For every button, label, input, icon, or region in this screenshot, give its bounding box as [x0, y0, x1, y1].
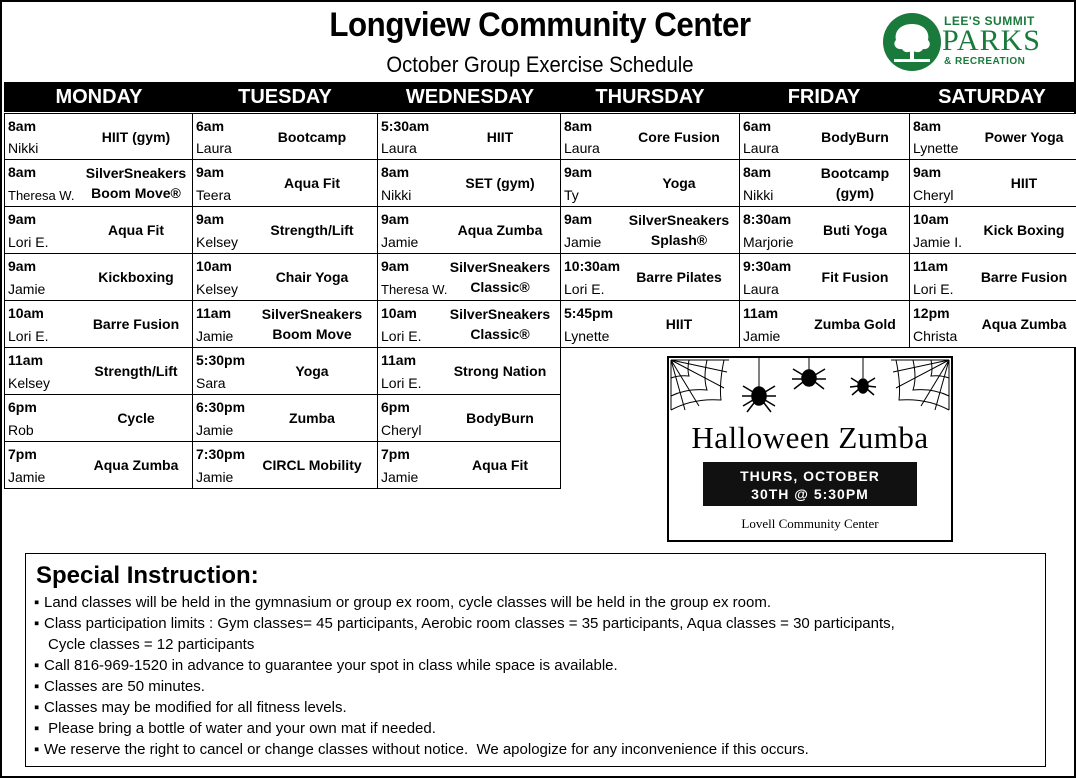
class-instructor: Cheryl	[913, 187, 954, 203]
class-name	[83, 114, 189, 159]
class-name-line: (gym)	[835, 185, 875, 201]
class-instructor: Jamie	[8, 469, 46, 485]
class-name	[251, 254, 373, 300]
day-header-wednesday: WEDNESDAY	[405, 86, 535, 108]
bullet-icon: ▪	[34, 699, 40, 716]
class-instructor: Jamie	[381, 469, 419, 485]
class-name-line: BodyBurn	[466, 410, 534, 426]
event-venue: Lovell Community Center	[741, 516, 879, 531]
class-instructor: Theresa W.	[381, 282, 448, 297]
class-time: 10am	[8, 305, 44, 321]
class-cell	[560, 206, 740, 254]
logo-line-1: LEE'S SUMMIT	[944, 14, 1035, 28]
class-cell	[4, 394, 193, 442]
bullet-icon: ▪	[34, 678, 40, 695]
class-instructor: Rob	[8, 422, 34, 438]
class-name-line: Strength/Lift	[94, 363, 178, 379]
class-name	[443, 301, 557, 347]
page-subtitle: October Group Exercise Schedule	[386, 52, 694, 77]
special-instruction-item	[34, 655, 895, 676]
class-instructor: Lori E.	[8, 234, 49, 250]
class-name-line: Bootcamp	[820, 165, 890, 181]
class-instructor: Christa	[913, 328, 958, 344]
class-cell	[739, 300, 910, 348]
class-time: 9am	[8, 211, 37, 227]
class-instructor: Lori E.	[913, 281, 954, 297]
class-name-line: Splash®	[650, 232, 708, 248]
special-instruction-text: Classes may be modified for all fitness levels.	[44, 699, 347, 716]
class-name-line: Classic®	[470, 279, 530, 295]
class-time: 10am	[196, 258, 232, 274]
class-name-line: Boom Move	[272, 326, 352, 342]
special-instructions-box	[25, 553, 1046, 767]
class-name-line: Zumba Gold	[814, 316, 896, 332]
class-cell	[377, 113, 561, 160]
class-time: 6pm	[8, 399, 37, 415]
class-time: 9am	[564, 211, 593, 227]
class-instructor: Marjorie	[743, 234, 794, 250]
class-name	[621, 301, 737, 347]
class-cell	[909, 300, 1076, 348]
halloween-zumba-flyer	[667, 356, 953, 542]
class-name	[443, 395, 557, 441]
special-instruction-text: Classes are 50 minutes.	[44, 678, 205, 695]
class-cell	[560, 253, 740, 301]
logo-line-2: PARKS	[942, 24, 1041, 57]
class-name	[443, 207, 557, 253]
spider-web-icon	[669, 358, 951, 420]
bullet-icon: ▪	[34, 594, 40, 611]
class-instructor: Jamie	[381, 234, 419, 250]
bullet-icon: ▪	[34, 615, 40, 632]
class-name-line: Strong Nation	[453, 363, 547, 379]
class-time: 9am	[196, 164, 225, 180]
special-instructions-list	[34, 592, 895, 760]
class-instructor: Kelsey	[8, 375, 51, 391]
class-instructor: Kelsey	[196, 234, 239, 250]
class-name	[973, 160, 1075, 206]
class-name-line: HIIT	[486, 128, 514, 145]
class-name	[803, 207, 907, 253]
parks-logo	[880, 10, 1050, 74]
event-title: Halloween Zumba	[691, 420, 929, 455]
class-name	[973, 114, 1075, 159]
class-time: 7pm	[8, 446, 37, 462]
class-name	[443, 114, 557, 159]
class-time: 6am	[743, 118, 772, 134]
class-name	[83, 395, 189, 441]
class-name-line: Aqua Zumba	[93, 457, 179, 473]
class-instructor: Laura	[196, 140, 232, 156]
class-name	[803, 301, 907, 347]
class-cell	[377, 159, 561, 207]
class-name-line: HIIT	[665, 316, 693, 332]
class-time: 5:45pm	[564, 305, 614, 321]
class-instructor: Laura	[564, 140, 600, 156]
class-instructor: Theresa W.	[8, 188, 75, 203]
class-instructor: Nikki	[8, 140, 39, 156]
class-name-line: Aqua Fit	[472, 457, 528, 473]
class-cell	[377, 206, 561, 254]
class-name	[803, 160, 907, 206]
class-time: 9:30am	[743, 258, 792, 274]
class-instructor: Laura	[743, 140, 779, 156]
class-cell	[909, 113, 1076, 160]
class-instructor: Jamie	[196, 469, 234, 485]
class-instructor: Jamie	[564, 234, 602, 250]
class-name-line: Zumba	[289, 410, 335, 426]
special-instruction-item	[34, 697, 895, 718]
special-instruction-text: Cycle classes = 12 participants	[48, 636, 255, 653]
class-instructor: Jamie	[196, 422, 234, 438]
class-name	[83, 207, 189, 253]
class-time: 6:30pm	[196, 399, 246, 415]
class-name	[621, 160, 737, 206]
class-name	[621, 114, 737, 159]
class-name-line: Barre Fusion	[92, 316, 180, 332]
event-date-line-1: THURS, OCTOBER	[740, 468, 880, 484]
class-cell	[192, 300, 378, 348]
class-name-line: Aqua Fit	[284, 175, 340, 191]
class-time: 9am	[8, 258, 37, 274]
class-name-line: Bootcamp	[277, 128, 347, 145]
class-name-line: Boom Move®	[91, 185, 181, 201]
class-name-line: Buti Yoga	[822, 222, 888, 238]
class-time: 9am	[381, 258, 410, 274]
class-instructor: Teera	[196, 187, 232, 203]
class-time: 8am	[8, 164, 37, 180]
class-instructor: Cheryl	[381, 422, 422, 438]
class-name	[83, 301, 189, 347]
class-name	[251, 442, 373, 488]
class-instructor: Laura	[743, 281, 779, 297]
special-instruction-text: Call 816-969-1520 in advance to guarantee your spot in class while space is available.	[44, 657, 618, 674]
class-name	[621, 254, 737, 300]
class-name	[443, 442, 557, 488]
logo-line-3: & RECREATION	[944, 56, 1026, 67]
class-name	[83, 442, 189, 488]
special-instruction-item	[34, 613, 895, 634]
class-name	[251, 301, 373, 347]
class-cell	[192, 347, 378, 395]
class-time: 11am	[913, 258, 949, 274]
class-cell	[4, 159, 193, 207]
day-header-bar	[4, 82, 1076, 112]
class-cell	[4, 253, 193, 301]
class-time: 11am	[196, 305, 232, 321]
class-instructor: Jamie	[8, 281, 46, 297]
class-instructor: Lynette	[913, 140, 959, 156]
class-instructor: Lori E.	[8, 328, 49, 344]
class-time: 10am	[913, 211, 949, 227]
class-name-line: Aqua Zumba	[457, 222, 543, 238]
class-cell	[739, 206, 910, 254]
class-name-line: Cycle	[117, 410, 155, 426]
class-name	[251, 160, 373, 206]
class-name-line: SET (gym)	[465, 175, 535, 191]
class-time: 12pm	[913, 305, 950, 321]
class-name	[803, 254, 907, 300]
special-instruction-item	[34, 634, 895, 655]
class-instructor: Nikki	[381, 187, 412, 203]
class-time: 9am	[381, 211, 410, 227]
special-instruction-text: Class participation limits : Gym classes= 45 participants, Aerobic room classes = 35 participants, Aqua classes = 30 participants,	[44, 615, 895, 632]
class-cell	[909, 206, 1076, 254]
class-name-line: Yoga	[662, 175, 696, 191]
bullet-icon: ▪	[34, 720, 40, 737]
class-cell	[377, 347, 561, 395]
class-name-line: CIRCL Mobility	[262, 457, 362, 473]
class-name-line: SilverSneakers	[85, 165, 187, 181]
tree-logo-icon	[882, 10, 944, 74]
class-cell	[377, 253, 561, 301]
class-cell	[192, 441, 378, 489]
class-instructor: Lori E.	[381, 375, 422, 391]
class-time: 8:30am	[743, 211, 792, 227]
page-title: Longview Community Center	[329, 6, 751, 44]
special-instruction-item	[34, 592, 895, 613]
special-instructions-heading: Special Instruction:	[36, 562, 259, 589]
day-header-friday: FRIDAY	[787, 86, 861, 108]
class-cell	[377, 300, 561, 348]
class-time: 7:30pm	[196, 446, 246, 462]
class-time: 9am	[564, 164, 593, 180]
class-cell	[192, 113, 378, 160]
class-instructor: Kelsey	[196, 281, 239, 297]
class-cell	[192, 253, 378, 301]
class-name	[443, 254, 557, 300]
class-cell	[192, 394, 378, 442]
class-cell	[909, 253, 1076, 301]
class-time: 8am	[564, 118, 593, 134]
class-name	[251, 114, 373, 159]
class-name-line: HIIT (gym)	[101, 128, 171, 145]
class-time: 8am	[8, 118, 37, 134]
class-time: 9am	[913, 164, 942, 180]
class-instructor: Sara	[196, 375, 226, 391]
class-instructor: Laura	[381, 140, 417, 156]
class-name	[803, 114, 907, 159]
class-name	[251, 207, 373, 253]
class-name-line: Strength/Lift	[270, 222, 354, 238]
class-time: 9am	[196, 211, 225, 227]
special-instruction-text: We reserve the right to cancel or change classes without notice. We apologize for any inconvenience if this occurs.	[44, 741, 809, 758]
class-cell	[560, 300, 740, 348]
class-cell	[739, 253, 910, 301]
class-cell	[739, 113, 910, 160]
class-name	[621, 207, 737, 253]
day-header-saturday: SATURDAY	[938, 86, 1046, 108]
class-time: 5:30pm	[196, 352, 246, 368]
class-time: 8am	[381, 164, 410, 180]
class-name	[973, 301, 1075, 347]
class-name	[83, 348, 189, 394]
class-name-line: Aqua Fit	[108, 222, 164, 238]
class-name-line: HIIT	[1010, 175, 1038, 191]
class-time: 10:30am	[564, 258, 621, 274]
class-instructor: Jamie I.	[913, 234, 963, 250]
class-instructor: Jamie	[196, 328, 234, 344]
bullet-icon: ▪	[34, 657, 40, 674]
event-date-banner	[703, 462, 917, 506]
class-time: 5:30am	[381, 118, 430, 134]
class-cell	[192, 206, 378, 254]
event-date-line-2: 30TH @ 5:30PM	[751, 486, 869, 502]
special-instruction-text: Please bring a bottle of water and your own mat if needed.	[44, 720, 436, 737]
class-time: 8am	[743, 164, 772, 180]
class-instructor: Lori E.	[381, 328, 422, 344]
class-cell	[4, 300, 193, 348]
class-cell	[560, 159, 740, 207]
class-name-line: Kickboxing	[98, 269, 174, 285]
class-cell	[4, 113, 193, 160]
class-cell	[739, 159, 910, 207]
class-name-line: Yoga	[295, 363, 329, 379]
class-cell	[192, 159, 378, 207]
class-name	[251, 348, 373, 394]
special-instruction-item	[34, 739, 895, 760]
class-name-line: SilverSneakers	[449, 306, 551, 322]
class-time: 6pm	[381, 399, 410, 415]
class-name-line: SilverSneakers	[628, 212, 730, 228]
class-instructor: Ty	[564, 187, 579, 203]
class-name	[443, 348, 557, 394]
class-name-line: Fit Fusion	[821, 269, 889, 285]
class-time: 10am	[381, 305, 417, 321]
class-time: 7pm	[381, 446, 410, 462]
class-name	[83, 160, 189, 206]
class-instructor: Lori E.	[564, 281, 605, 297]
class-cell	[4, 206, 193, 254]
class-name-line: Power Yoga	[984, 128, 1064, 145]
class-instructor: Lynette	[564, 328, 610, 344]
class-cell	[4, 347, 193, 395]
class-name-line: BodyBurn	[821, 128, 889, 145]
day-header-monday: MONDAY	[55, 86, 143, 108]
special-instruction-text: Land classes will be held in the gymnasium or group ex room, cycle classes will be held in the group ex room.	[44, 594, 772, 611]
class-time: 6am	[196, 118, 225, 134]
special-instruction-item	[34, 676, 895, 697]
class-instructor: Jamie	[743, 328, 781, 344]
class-name	[443, 160, 557, 206]
class-time: 8am	[913, 118, 942, 134]
class-time: 11am	[743, 305, 779, 321]
class-name	[251, 395, 373, 441]
class-instructor: Nikki	[743, 187, 774, 203]
class-name-line: SilverSneakers	[261, 306, 363, 322]
class-name	[973, 207, 1075, 253]
bullet-icon: ▪	[34, 741, 40, 758]
class-name-line: Classic®	[470, 326, 530, 342]
class-cell	[909, 159, 1076, 207]
class-name-line: Kick Boxing	[983, 222, 1065, 238]
class-cell	[377, 441, 561, 489]
class-cell	[377, 394, 561, 442]
class-name-line: SilverSneakers	[449, 259, 551, 275]
class-name-line: Barre Pilates	[636, 269, 722, 285]
class-cell	[560, 113, 740, 160]
class-name-line: Core Fusion	[638, 128, 720, 145]
class-time: 11am	[381, 352, 417, 368]
day-header-thursday: THURSDAY	[595, 86, 705, 108]
class-cell	[4, 441, 193, 489]
class-name-line: Chair Yoga	[275, 269, 349, 285]
class-name	[83, 254, 189, 300]
class-name-line: Aqua Zumba	[981, 316, 1067, 332]
special-instruction-item	[34, 718, 895, 739]
class-time: 11am	[8, 352, 44, 368]
class-name-line: Barre Fusion	[980, 269, 1068, 285]
day-header-tuesday: TUESDAY	[238, 86, 332, 108]
class-name	[973, 254, 1075, 300]
